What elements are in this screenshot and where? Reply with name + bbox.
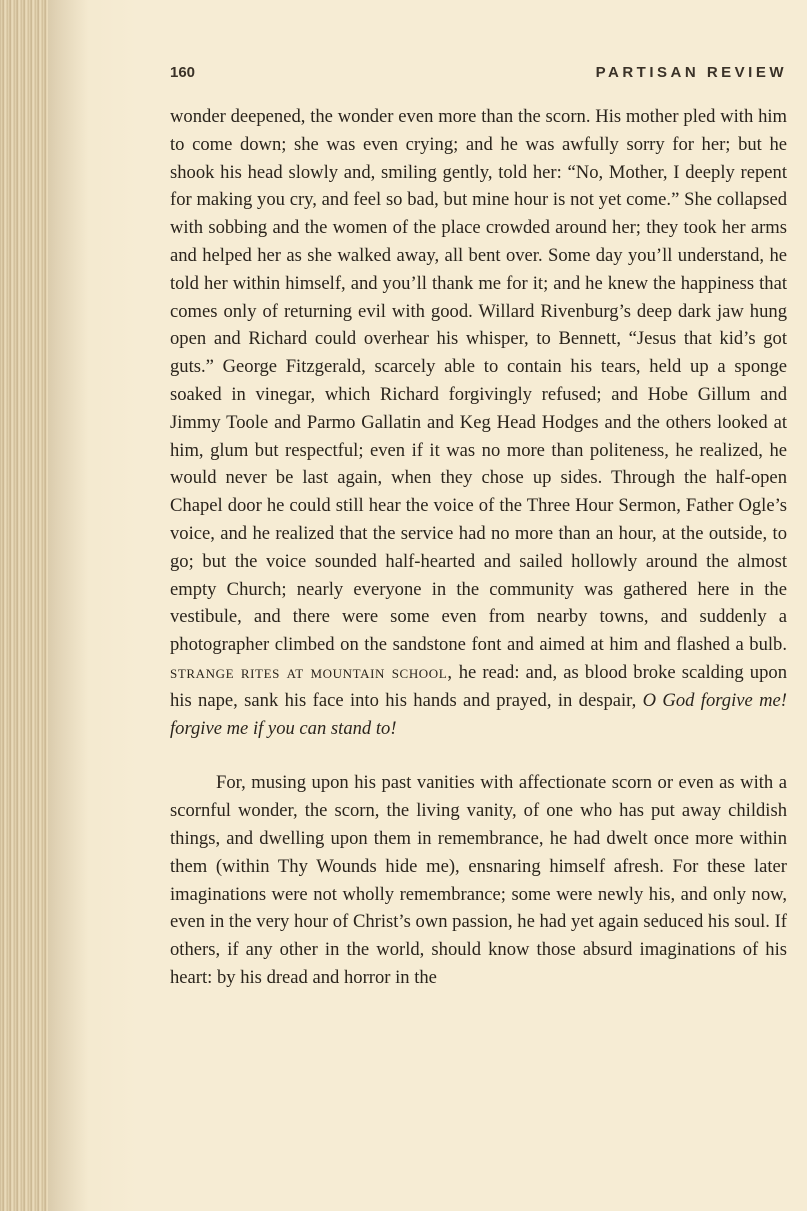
paragraph-2: For, musing upon his past vanities with affectionate scorn or even as with a scornful wonder, the scorn, the living vanity, of one who has put away childish things, and dwelling upon them in remembrance, he had dwelt once more within them (within Thy Wounds hide me), ensnaring himself afresh. For these later imaginations were not wholly remembrance; some were newly his, and only now, even in the very hour of Christ’s own passion, he had yet again seduced his soul. If others, if any other in the world, should know those absurd imaginations of his heart: by his dread and horror in the: [170, 772, 787, 988]
gutter-shadow: [48, 0, 88, 1211]
paragraph-1-continuation: he read: and, as blood broke scalding upon his nape, sank his face into his hands and prayed, in despair,: [170, 661, 787, 711]
prayer-text: O God forgive me! forgive me if you can stand to!: [170, 689, 787, 739]
newspaper-headline: strange rites at mountain school,: [170, 661, 453, 683]
book-binding-edge: [0, 0, 48, 1211]
paragraph-1-text: wonder deepened, the wonder even more than the scorn. His mother pled with him to come down; she was even crying; and he was awfully sorry for her; but he shook his head slowly and, smiling gently, told her: “No, Mother, I deeply repent for making you cry, and feel so bad, but mine hour is not yet come.” She collapsed with sobbing and the women of the place crowded around her; they took her arms and helped her as she walked away, all bent over. Some day you’ll understand, he told her within himself, and you’ll thank me for it; and he knew the happiness that comes only of returning evil with good. Willard Rivenburg’s deep dark jaw hung open and Richard could overhear his whisper, to Bennett, “Jesus that kid’s got guts.” George Fitzgerald, scarcely able to contain his tears, held up a sponge soaked in vinegar, which Richard forgivingly refused; and Hobe Gillum and Jimmy Toole and Parmo Gallatin and Keg Head Hodges and the others looked at him, glum but respectful; even if it was no more than politeness, he realized, he would never be last again, when they chose up sides. Through the half-open Chapel door he could still hear the voice of the Three Hour Sermon, Father Ogle’s voice, and he realized that the service had no more than an hour, at the outside, to go; but the voice sounded half-hearted and sailed hollowly around the almost empty Church; nearly everyone in the community was gathered here in the vestibule, and there were some even from nearby towns, and suddenly a photographer climbed on the sandstone font and aimed at him and flashed a bulb.: [170, 106, 787, 656]
body-text: [170, 103, 787, 992]
journal-title: PARTISAN REVIEW: [595, 64, 787, 81]
paragraph-1: [170, 103, 787, 742]
page-number: 160: [170, 64, 196, 81]
running-head: [170, 64, 787, 88]
